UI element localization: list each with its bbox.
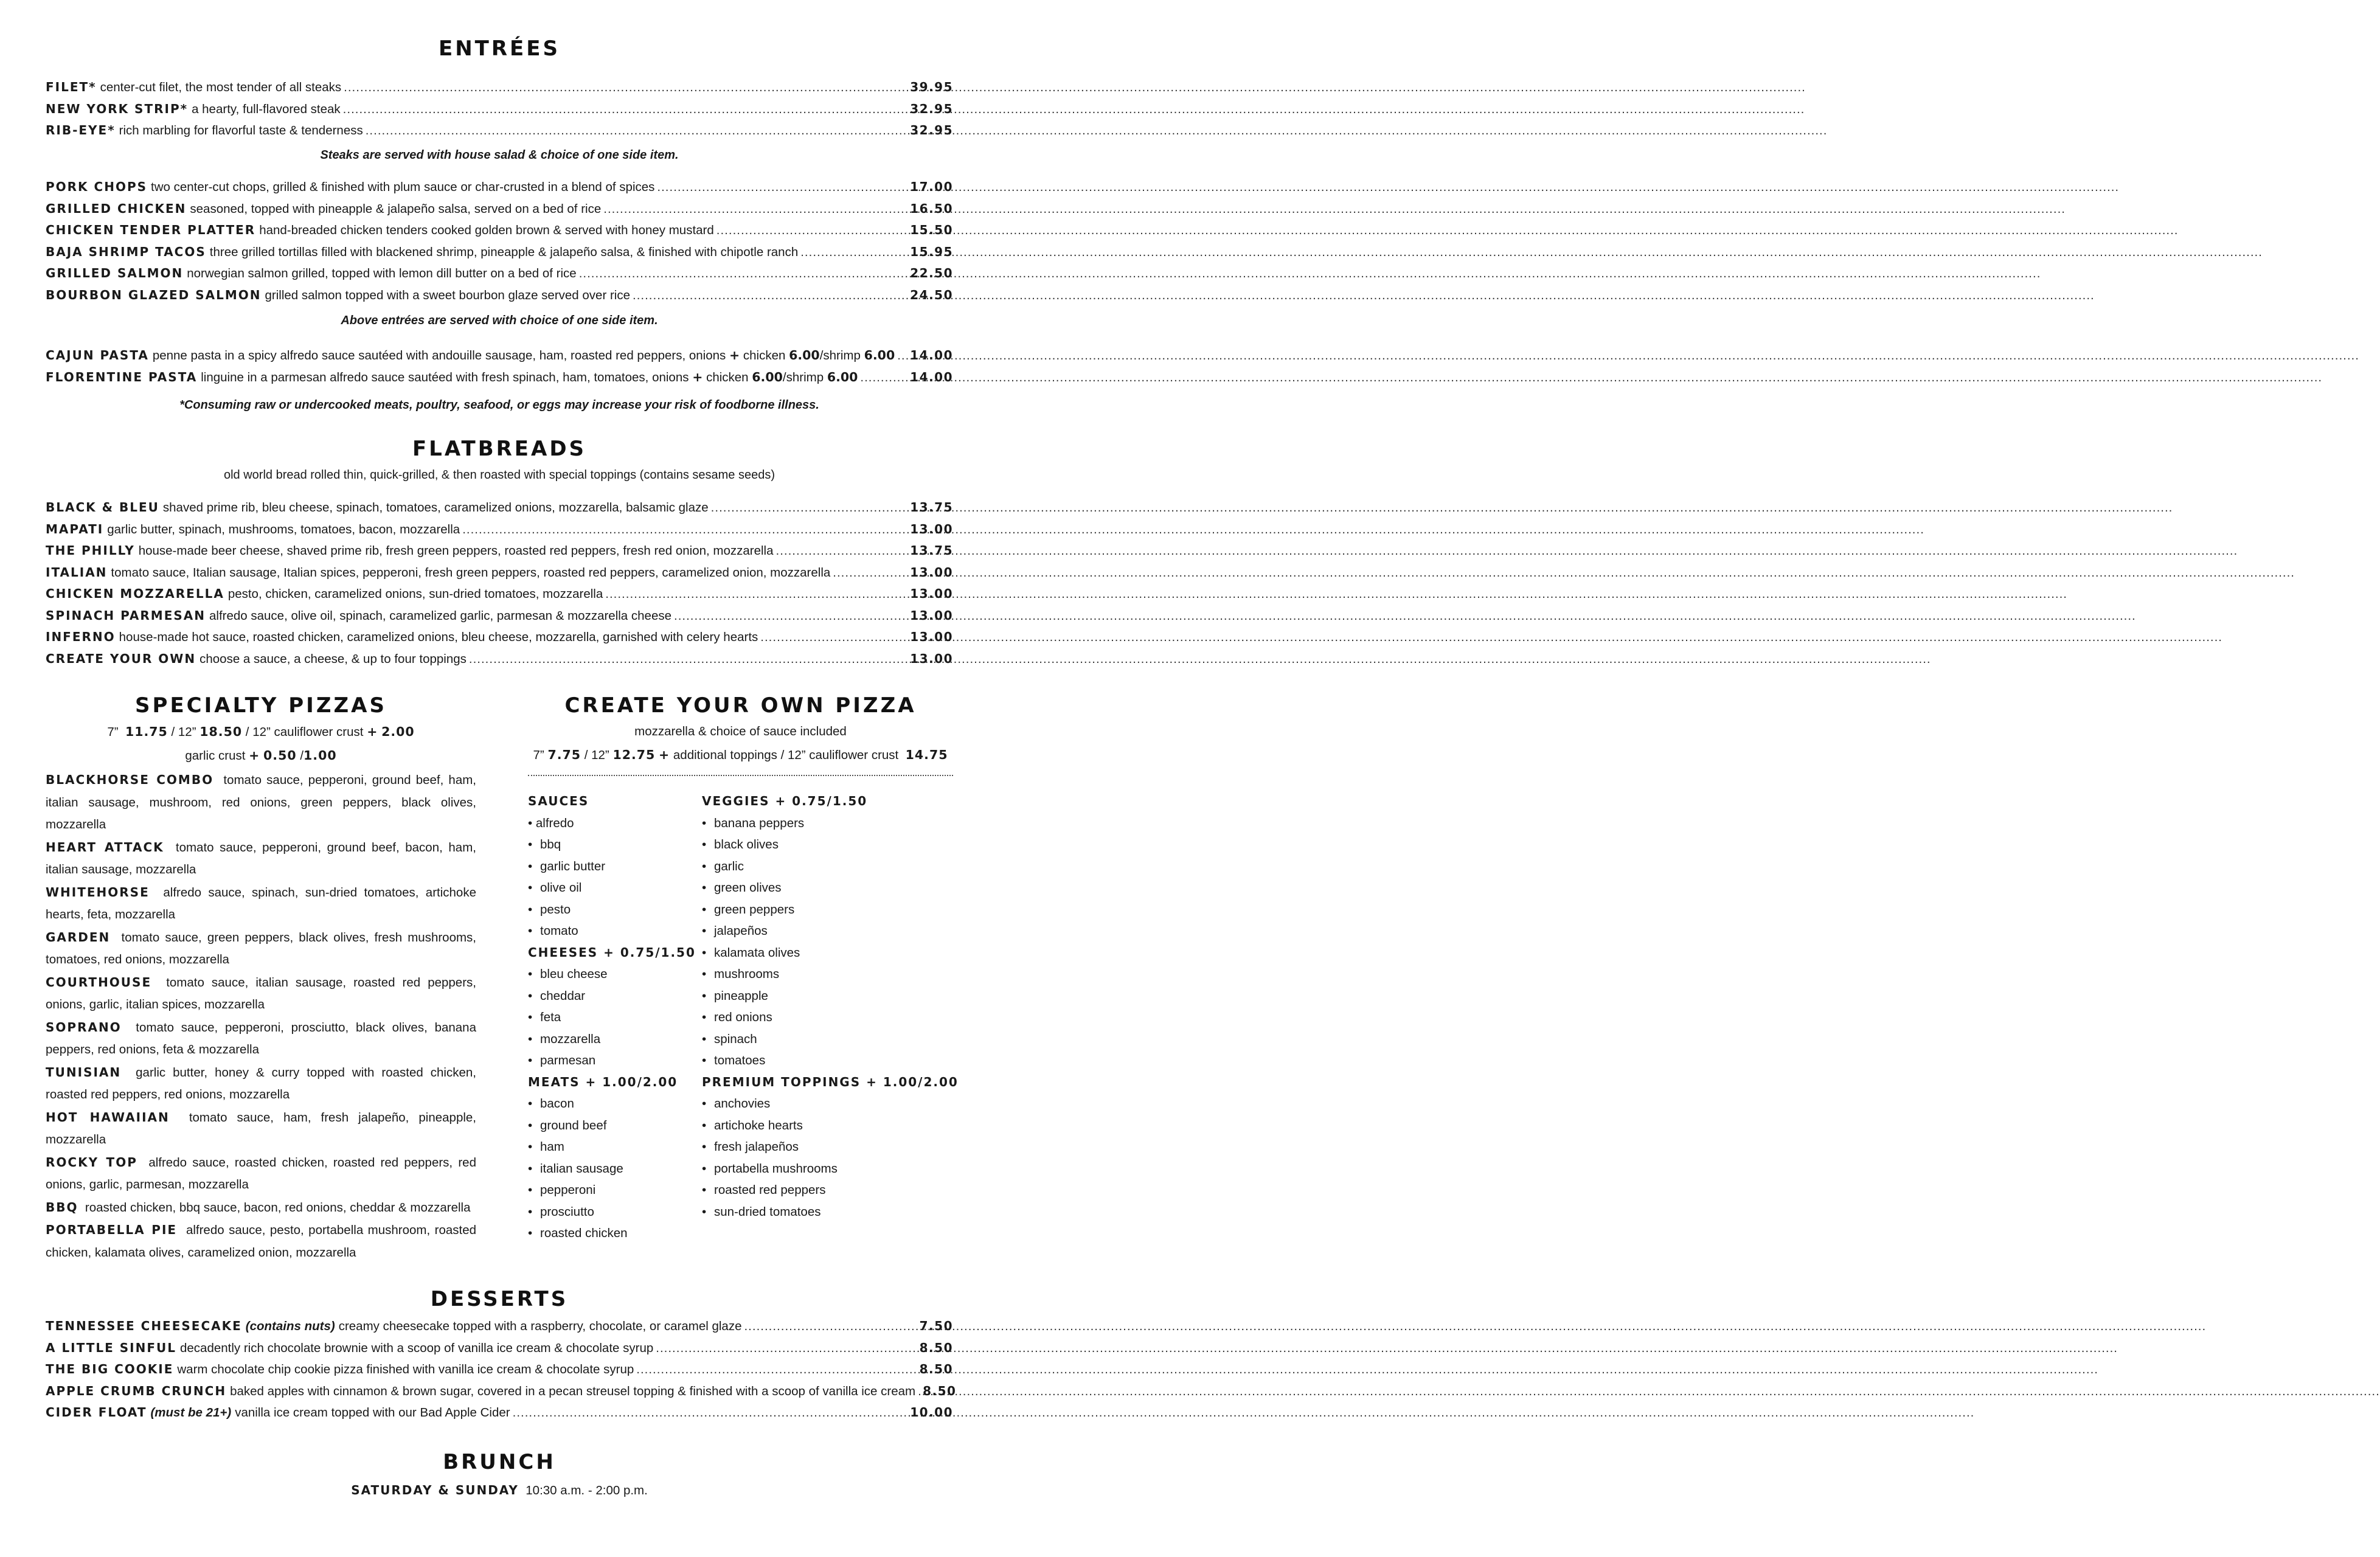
list-item: • parmesan xyxy=(528,1053,596,1067)
menu-item: ITALIAN tomato sauce, Italian sausage, Italian spices, pepperoni, fresh green peppers, roasted red peppers, caramelized onion, mozzarella ..... 13.00 xyxy=(46,562,953,584)
desserts-list xyxy=(46,1316,957,1424)
pizza-item: BBQ roasted chicken, bbq sauce, bacon, red onions, cheddar & mozzarella xyxy=(46,1199,471,1215)
create-your-own-pizza xyxy=(528,693,959,1253)
brunch-hours: SATURDAY & SUNDAY 10:30 a.m. - 2:00 p.m. xyxy=(351,1483,648,1497)
menu-item: A LITTLE SINFUL decadently rich chocolate brownie with a scoop of vanilla ice cream & chocolate syrup ..... 8.50 xyxy=(46,1337,953,1359)
desserts-title: DESSERTS xyxy=(430,1287,569,1311)
list-item: • pesto xyxy=(528,902,571,917)
list-item: • pineapple xyxy=(702,988,768,1003)
menu-item: CIDER FLOAT (must be 21+) vanilla ice cream topped with our Bad Apple Cider ..... 10.00 xyxy=(46,1402,953,1424)
pizza-item: BLACKHORSE COMBO tomato sauce, pepperoni, ground beef, ham, italian sausage, mushroom, red onions, green peppers, black olives, mozzarella xyxy=(46,772,477,831)
menu-item: APPLE CRUMB CRUNCH baked apples with cinnamon & brown sugar, covered in a pecan streusel topping & finished with a scoop of vanilla ice cream ..... 8.50 xyxy=(46,1381,953,1403)
list-item: • feta xyxy=(528,1010,561,1024)
list-item: • anchovies xyxy=(702,1097,771,1111)
list-item: • jalapeños xyxy=(702,924,768,938)
menu-item: CREATE YOUR OWN choose a sauce, a cheese, & up to four toppings ..... 13.00 xyxy=(46,648,953,670)
list-item: • tomato xyxy=(528,924,578,938)
list-item: • sun-dried tomatoes xyxy=(702,1204,821,1219)
toppings-left-column xyxy=(528,791,696,1244)
flatbreads-subtitle: old world bread rolled thin, quick-grilled, & then roasted with special toppings (contains sesame seeds) xyxy=(223,468,775,482)
list-item: • garlic xyxy=(702,859,744,873)
food-warning: *Consuming raw or undercooked meats, poultry, seafood, or eggs may increase your risk of foodborne illness. xyxy=(179,398,819,412)
toppings-grid xyxy=(528,791,959,1253)
list-item: • roasted red peppers xyxy=(702,1183,826,1197)
menu-item: THE PHILLY house-made beer cheese, shaved prime rib, fresh green peppers, roasted red peppers, fresh red onion, mozzarella ..... 13.75 xyxy=(46,540,953,562)
specialty-list xyxy=(46,769,476,1264)
create-pizza-prices: 7” 7.75 / 12” 12.75 + additional toppings / 12” cauliflower crust 14.75 xyxy=(533,747,948,762)
menu-item: BOURBON GLAZED SALMON grilled salmon topped with a sweet bourbon glaze served over rice ..... 24.50 xyxy=(46,285,953,307)
mains-list xyxy=(46,176,953,306)
menu-item: BLACK & BLEU shaved prime rib, bleu cheese, spinach, tomatoes, caramelized onions, mozzarella, balsamic glaze ..... 13.75 xyxy=(46,497,953,519)
list-item: • ground beef xyxy=(528,1118,607,1132)
list-item: • kalamata olives xyxy=(702,945,800,960)
pizza-item: TUNISIAN garlic butter, honey & curry topped with roasted chicken, roasted red peppers, red onions, mozzarella xyxy=(46,1064,476,1101)
mains-note: Above entrées are served with choice of one side item. xyxy=(341,314,658,327)
pizza-item: COURTHOUSE tomato sauce, italian sausage, roasted red peppers, onions, garlic, italian spices, mozzarella xyxy=(46,974,476,1011)
menu-item: CAJUN PASTA penne pasta in a spicy alfredo sauce sautéed with andouille sausage, ham, roasted red peppers, onions + chicken 6.00 /shrimp 6.00 ..... 14.00 xyxy=(46,345,953,367)
flatbreads-list xyxy=(46,497,953,670)
menu-item: TENNESSEE CHEESECAKE (contains nuts) creamy cheesecake topped with a raspberry, chocolate, or caramel glaze ..... 7.50 xyxy=(46,1316,953,1337)
cheeses-heading: CHEESES + 0.75/1.50 xyxy=(528,945,696,960)
pizza-item: HOT HAWAIIAN tomato sauce, ham, fresh jalapeño, pineapple, mozzarella xyxy=(46,1109,476,1146)
pizza-item: WHITEHORSE alfredo sauce, spinach, sun-dried tomatoes, artichoke hearts, feta, mozzarella xyxy=(46,884,476,921)
divider xyxy=(528,774,953,776)
create-pizza-title: CREATE YOUR OWN PIZZA xyxy=(564,693,917,718)
list-item: • mushrooms xyxy=(702,967,780,981)
menu-item: PORK CHOPS two center-cut chops, grilled & finished with plum sauce or char-crusted in a blend of spices ..... 17.00 xyxy=(46,176,953,198)
list-item: • italian sausage xyxy=(528,1161,623,1176)
menu-item: NEW YORK STRIP* a hearty, full-flavored steak ..... 32.95 xyxy=(46,99,953,120)
list-item: • alfredo xyxy=(528,816,574,830)
list-item: • artichoke hearts xyxy=(702,1118,803,1132)
specialty-pizzas xyxy=(46,693,476,1264)
menu-item: CHICKEN TENDER PLATTER hand-breaded chicken tenders cooked golden brown & served with honey mustard ..... 15.50 xyxy=(46,220,953,241)
pizza-item: ROCKY TOP alfredo sauce, roasted chicken, roasted red peppers, red onions, garlic, parmesan, mozzarella xyxy=(46,1154,476,1191)
steaks-list xyxy=(46,77,953,142)
list-item: • olive oil xyxy=(528,881,582,895)
premium-heading: PREMIUM TOPPINGS + 1.00/2.00 xyxy=(702,1074,959,1089)
meats-heading: MEATS + 1.00/2.00 xyxy=(528,1074,678,1089)
brunch-title: BRUNCH xyxy=(443,1450,556,1474)
menu-item: CHICKEN MOZZARELLA pesto, chicken, caramelized onions, sun-dried tomatoes, mozzarella ..... 13.00 xyxy=(46,583,953,605)
pizza-item: SOPRANO tomato sauce, pepperoni, prosciutto, black olives, banana peppers, red onions, feta & mozzarella xyxy=(46,1019,476,1056)
menu-item: FILET* center-cut filet, the most tender of all steaks ..... 39.95 xyxy=(46,77,953,99)
list-item: • prosciutto xyxy=(528,1204,594,1219)
list-item: • red onions xyxy=(702,1010,772,1024)
menu-item: BAJA SHRIMP TACOS three grilled tortillas filled with blackened shrimp, pineapple & jalapeño salsa, & finished with chipotle ranch ..... 15.95 xyxy=(46,241,953,263)
create-pizza-subtitle: mozzarella & choice of sauce included xyxy=(634,724,847,738)
steak-note: Steaks are served with house salad & choice of one side item. xyxy=(320,148,679,162)
garlic-crust: garlic crust + 0.50 /1.00 xyxy=(185,748,337,763)
entrees-title: ENTRÉES xyxy=(439,36,560,61)
list-item: • mozzarella xyxy=(528,1032,601,1046)
list-item: • spinach xyxy=(702,1032,757,1046)
menu-item: SPINACH PARMESAN alfredo sauce, olive oil, spinach, caramelized garlic, parmesan & mozzarella cheese ..... 13.00 xyxy=(46,605,953,627)
list-item: • bacon xyxy=(528,1097,574,1111)
pizza-item: PORTABELLA PIE alfredo sauce, pesto, portabella mushroom, roasted chicken, kalamata olives, caramelized onion, mozzarella xyxy=(46,1222,476,1260)
list-item: • fresh jalapeños xyxy=(702,1140,799,1154)
list-item: • ham xyxy=(528,1140,564,1154)
list-item: • green olives xyxy=(702,881,782,895)
menu-item: GRILLED SALMON norwegian salmon grilled, topped with lemon dill butter on a bed of rice ..... 22.50 xyxy=(46,263,953,285)
toppings-right-column xyxy=(702,791,959,1222)
specialty-pizzas-title: SPECIALTY PIZZAS xyxy=(135,693,387,718)
list-item: • black olives xyxy=(702,837,779,851)
menu-item: THE BIG COOKIE warm chocolate chip cookie pizza finished with vanilla ice cream & chocolate syrup ..... 8.50 xyxy=(46,1359,953,1381)
list-item: • cheddar xyxy=(528,988,586,1003)
menu-item: GRILLED CHICKEN seasoned, topped with pineapple & jalapeño salsa, served on a bed of rice ..... 16.50 xyxy=(46,198,953,220)
pizza-item: HEART ATTACK tomato sauce, pepperoni, ground beef, bacon, ham, italian sausage, mozzarella xyxy=(46,839,476,876)
list-item: • portabella mushrooms xyxy=(702,1161,838,1176)
flatbreads-title: FLATBREADS xyxy=(412,437,587,461)
list-item: • green peppers xyxy=(702,902,795,917)
specialty-sizes: 7” 11.75 / 12” 18.50 / 12” cauliflower crust + 2.00 xyxy=(107,724,415,739)
list-item: • roasted chicken xyxy=(528,1226,628,1240)
sauces-heading: SAUCES xyxy=(528,794,589,808)
veggies-heading: VEGGIES + 0.75/1.50 xyxy=(702,794,868,808)
menu-item: FLORENTINE PASTA linguine in a parmesan alfredo sauce sautéed with fresh spinach, ham, tomatoes, onions + chicken 6.00 /shrimp 6.00 ..... 14.00 xyxy=(46,367,953,389)
menu-item: MAPATI garlic butter, spinach, mushrooms, tomatoes, bacon, mozzarella ..... 13.00 xyxy=(46,519,953,541)
pasta-list xyxy=(46,345,953,388)
list-item: • bleu cheese xyxy=(528,967,608,981)
list-item: • bbq xyxy=(528,837,561,851)
list-item: • pepperoni xyxy=(528,1183,596,1197)
list-item: • tomatoes xyxy=(702,1053,766,1067)
list-item: • banana peppers xyxy=(702,816,805,830)
menu-item: RIB-EYE* rich marbling for flavorful taste & tenderness ..... 32.95 xyxy=(46,120,953,142)
pizza-item: GARDEN tomato sauce, green peppers, black olives, fresh mushrooms, tomatoes, red onions, mozzarella xyxy=(46,929,476,966)
list-item: • garlic butter xyxy=(528,859,606,873)
menu-item: INFERNO house-made hot sauce, roasted chicken, caramelized onions, bleu cheese, mozzarella, garnished with celery hearts ..... 13.00 xyxy=(46,626,953,648)
